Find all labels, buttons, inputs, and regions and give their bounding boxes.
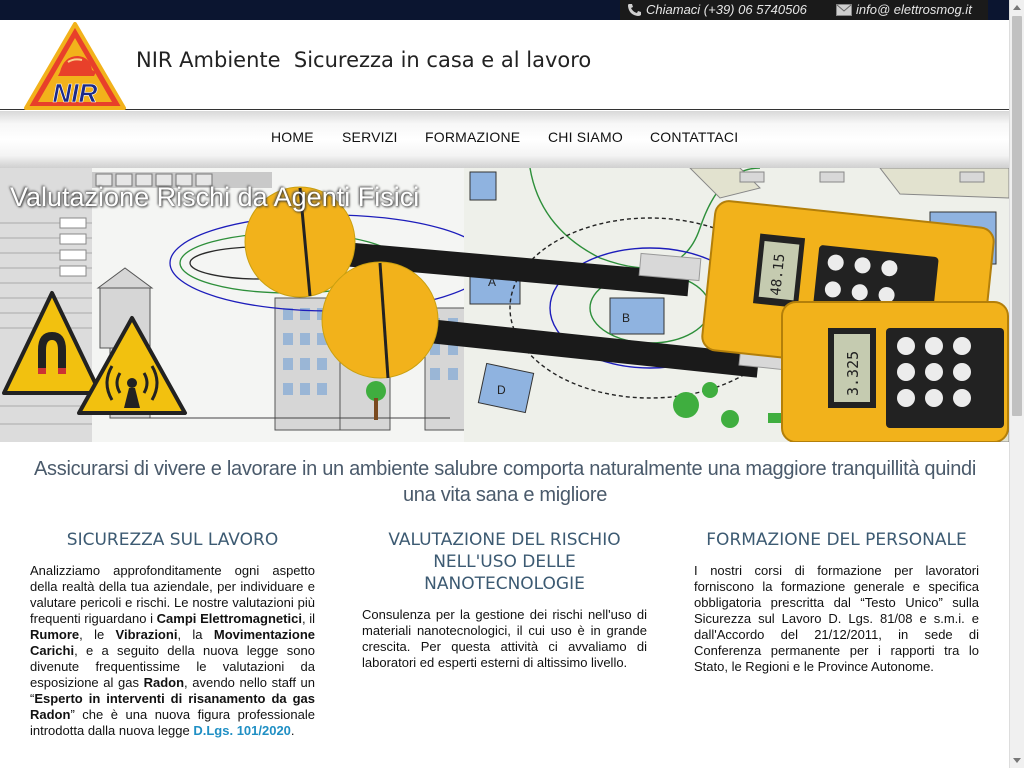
hero-banner <box>0 168 1009 442</box>
hero-title: Valutazione Rischi da Agenti Fisici <box>10 182 420 212</box>
email-contact[interactable] <box>836 0 972 20</box>
column-text: Consulenza per la gestione dei rischi nell'uso di materiali nanotecnologici, il cui uso è in grande crescita. Per questa attività ci avvaliamo di laboratori ed esperti esterni di altissimo livello. <box>362 607 647 670</box>
contact-box <box>620 0 988 20</box>
column-sicurezza <box>30 529 315 739</box>
text-segment: , e a seguito della nuova legge sono divenute frequentissime le valutazioni da esposizione al gas <box>30 643 315 690</box>
nav-chi-siamo[interactable]: CHI SIAMO <box>548 129 623 145</box>
phone-text[interactable]: Chiamaci (+39) 06 5740506 <box>646 2 807 17</box>
column-title: VALUTAZIONE DEL RISCHIO NELL'USO DELLE NANOTECNOLOGIE <box>388 530 621 594</box>
room-label-b: B <box>622 311 631 325</box>
nav-formazione[interactable]: FORMAZIONE <box>425 129 521 145</box>
emphasis: Movimentazione Carichi <box>30 627 315 658</box>
site-title: NIR Ambiente Sicurezza in casa e al lavoro <box>136 48 592 72</box>
tagline: Assicurarsi di vivere e lavorare in un ambiente salubre comporta naturalmente una maggiore tranquillità quindi una vita sana e migliore <box>34 458 976 506</box>
vertical-scrollbar[interactable] <box>1009 0 1024 768</box>
emphasis: Rumore <box>30 627 80 642</box>
field-meter-2 <box>782 302 1008 442</box>
emphasis: Vibrazioni <box>115 627 178 642</box>
nav-home[interactable]: HOME <box>271 129 314 145</box>
column-title: FORMAZIONE DEL PERSONALE <box>706 530 967 550</box>
top-contact-bar <box>0 0 1009 20</box>
nav-contattaci[interactable]: CONTATTACI <box>650 129 739 145</box>
meter-reading-1: 48.15 <box>768 252 789 297</box>
meter-reading-2: 3.325 <box>844 350 862 396</box>
column-nanotecnologie <box>362 529 647 671</box>
emphasis: Esperto in interventi di risanamento da gas Radon <box>30 691 315 722</box>
column-text <box>30 563 315 739</box>
scroll-down-arrow-icon[interactable] <box>1013 758 1021 763</box>
phone-icon <box>626 3 642 17</box>
text-segment: , le <box>79 627 116 642</box>
email-text[interactable]: info@ elettrosmog.it <box>856 2 972 17</box>
logo-text: NIR <box>52 78 98 108</box>
text-segment: ” che è una nuova figura professionale introdotta dalla nuova legge <box>30 707 315 738</box>
text-segment: , avendo nello staff un “ <box>30 675 315 706</box>
law-link[interactable]: D.Lgs. 101/2020 <box>193 723 291 738</box>
room-label-a: A <box>488 275 497 289</box>
emphasis: Radon <box>143 675 185 690</box>
text-segment: Analizziamo approfonditamente ogni aspetto della realtà della tua aziendale, per individuare e valutare pericoli e rischi. Le nostre valutazioni più frequenti riguardano i <box>30 563 315 626</box>
column-formazione <box>694 529 979 675</box>
site-header <box>0 20 1009 110</box>
scroll-up-arrow-icon[interactable] <box>1013 5 1021 10</box>
main-nav <box>0 111 1009 168</box>
column-text: I nostri corsi di formazione per lavoratori forniscono la formazione generale e specifica obbligatoria prescritta dal “Testo Unico” sulla Sicurezza sul Lavoro D. Lgs. 81/08 e s.m.i. e dall'Accordo del 21/12/2011, in sede di Conferenza permanente per i rapporti tra lo Stato, le Regioni e le Province Autonome. <box>694 563 979 674</box>
nav-servizi[interactable]: SERVIZI <box>342 129 398 145</box>
scroll-thumb[interactable] <box>1012 16 1022 416</box>
nir-logo[interactable] <box>24 22 126 110</box>
room-label-d: D <box>497 383 506 397</box>
phone-contact[interactable] <box>626 0 807 20</box>
text-segment: , la <box>177 627 214 642</box>
envelope-icon <box>836 4 852 16</box>
text-segment: . <box>290 723 295 738</box>
column-title: SICUREZZA SUL LAVORO <box>66 530 279 550</box>
emphasis: Campi Elettromagnetici <box>156 611 302 626</box>
text-segment: , il <box>301 611 315 626</box>
